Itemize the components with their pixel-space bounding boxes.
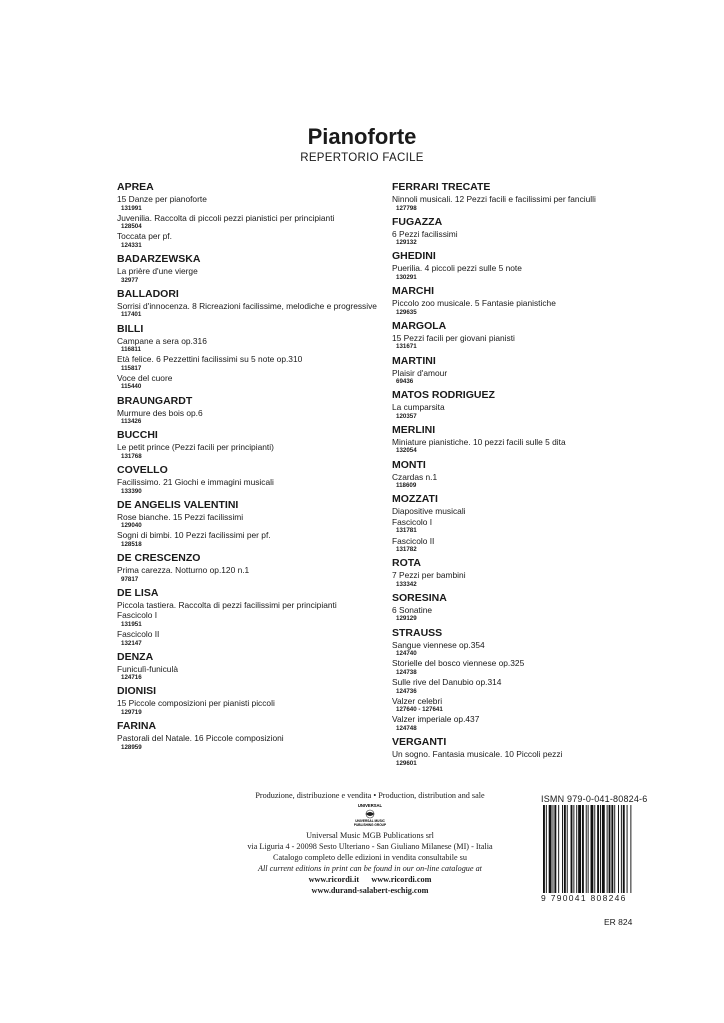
catalogue-code: 117401	[121, 311, 142, 319]
work-title: Fascicolo II	[117, 629, 160, 640]
catalogue-code: 128959	[121, 743, 142, 751]
composer-name: DE ANGELIS VALENTINI	[117, 498, 239, 511]
barcode-bar	[546, 805, 547, 893]
company-name: Universal Music MGB Publications srl	[306, 831, 434, 840]
work-title: 15 Danze per pianoforte	[117, 194, 207, 204]
work-title: Storielle del bosco viennese op.325	[392, 658, 525, 669]
catalogue-code: 129635	[396, 308, 417, 316]
composer-name: FERRARI TRECATE	[392, 181, 491, 193]
composer-name: MATOS RODRIGUEZ	[392, 389, 495, 402]
catalogue-code: 116811	[121, 346, 141, 354]
composer-name: MERLINI	[392, 423, 436, 436]
barcode-bar	[591, 805, 594, 893]
barcode-bar	[627, 805, 628, 893]
catalogue-code: 124331	[121, 241, 142, 249]
catalogue-column-left	[117, 180, 407, 755]
work-title: Piccola tastiera. Raccolta di pezzi facilissimi per principianti	[117, 599, 337, 610]
work-title: Campane a sera op.316	[117, 335, 207, 346]
barcode-bar	[582, 805, 584, 893]
composer-name: DE CRESCENZO	[117, 552, 201, 565]
catalogue-code: 129040	[121, 522, 142, 530]
catalogue-code: 131671	[396, 343, 417, 351]
catalogue-code: 32977	[121, 276, 139, 284]
catalogue-code: 69436	[396, 378, 414, 386]
composer-name: APREA	[117, 181, 154, 193]
barcode-bar	[602, 805, 605, 893]
barcode-bar	[564, 805, 566, 893]
barcode-bar	[543, 805, 545, 893]
barcode-icon	[541, 805, 661, 895]
composer-entry	[117, 181, 407, 250]
barcode-bar	[554, 805, 556, 893]
barcode-bar	[567, 805, 568, 893]
work-title: Plaisir d'amour	[392, 367, 448, 378]
work-title: Sogni di bimbi. 10 Pezzi facilissimi per pf.	[117, 530, 271, 541]
logo-bottom-text-2: PUBLISHING GROUP	[353, 823, 387, 827]
composer-name: MARGOLA	[392, 319, 447, 332]
composer-entry	[392, 250, 682, 282]
catalogue-code: 128504	[121, 223, 142, 231]
work-title: 6 Pezzi facilissimi	[392, 228, 458, 239]
catalogue-code: 124716	[121, 674, 142, 682]
composer-entry	[117, 499, 407, 549]
barcode-bar	[600, 805, 601, 893]
composer-name: DE LISA	[117, 586, 159, 599]
barcode-bar	[586, 805, 587, 893]
logo-top-text: UNIVERSAL	[357, 803, 383, 808]
work-title: Le petit prince (Pezzi facili per principianti)	[117, 442, 274, 453]
barcode-bar	[609, 805, 611, 893]
composer-entry	[392, 557, 682, 589]
barcode-bar	[588, 805, 589, 893]
work-title: 6 Sonatine	[392, 604, 433, 615]
logo-bottom-text-1: UNIVERSAL MUSIC	[355, 819, 385, 823]
catalogue-code: 97817	[121, 575, 139, 583]
page-subtitle: REPERTORIO FACILE	[300, 152, 424, 164]
barcode-digits: 9 790041 808246	[541, 893, 627, 903]
work-title: Voce del cuore	[117, 372, 173, 383]
web-link-ricordi-com[interactable]: www.ricordi.com	[371, 875, 432, 884]
catalogue-note-en: All current editions in print can be found in our on-line catalogue at	[258, 864, 482, 873]
composer-entry	[117, 651, 407, 683]
catalogue-code: 120357	[396, 412, 417, 420]
composer-name: STRAUSS	[392, 626, 443, 639]
barcode-bar	[549, 805, 552, 893]
composer-entry	[392, 592, 682, 624]
work-title: Pastorali del Natale. 16 Piccole composizioni	[117, 733, 284, 744]
composer-name: MARCHI	[392, 285, 434, 298]
work-title: Valzer celebri	[392, 695, 443, 706]
work-title: Sorrisi d'innocenza. 8 Ricreazioni facilissime, melodiche e progressive	[117, 300, 377, 311]
composer-entry	[392, 493, 682, 554]
catalogue-note-it: Catalogo completo delle edizioni in vendita consultabile su	[273, 853, 467, 862]
work-title: Fascicolo I	[392, 516, 433, 527]
composer-name: MONTI	[392, 458, 426, 471]
composer-entry	[392, 355, 682, 387]
work-title: La cumparsita	[392, 402, 445, 413]
work-title: Prima carezza. Notturno op.120 n.1	[117, 565, 250, 576]
catalogue-code: 129132	[396, 239, 417, 247]
universal-music-logo-icon	[340, 802, 400, 828]
catalogue-code: 128518	[121, 540, 142, 548]
barcode-bar	[571, 805, 573, 893]
work-title: Diapositive musicali	[392, 506, 466, 517]
composer-name: BUCCHI	[117, 429, 158, 442]
work-title: Piccolo zoo musicale. 5 Fantasie pianistiche	[392, 298, 556, 309]
barcode-bar	[573, 805, 574, 893]
web-links	[210, 874, 530, 885]
catalogue-code: 124738	[396, 668, 417, 676]
composer-entry	[392, 627, 682, 734]
work-title: Murmure des bois op.6	[117, 407, 203, 418]
composer-entry	[117, 429, 407, 461]
web-link-ricordi-it[interactable]: www.ricordi.it	[308, 875, 360, 884]
composer-entry	[392, 320, 682, 352]
catalogue-code: 124740	[396, 650, 417, 658]
composer-entry	[392, 216, 682, 248]
barcode-bar	[611, 805, 613, 893]
catalogue-code: 127798	[396, 204, 417, 212]
work-title: Ninnoli musicali. 12 Pezzi facili e facilissimi per fanciulli	[392, 194, 596, 204]
barcode-bar	[553, 805, 554, 893]
catalogue-code: 115817	[121, 364, 142, 372]
composer-name: SORESINA	[392, 591, 447, 604]
catalogue-code: 131781	[396, 527, 417, 535]
composer-name: MARTINI	[392, 354, 436, 367]
composer-entry	[392, 285, 682, 317]
composer-name: FARINA	[117, 720, 157, 733]
catalogue-code: 129719	[121, 708, 142, 716]
composer-name: COVELLO	[117, 464, 168, 477]
barcode-bar	[576, 805, 577, 893]
composer-name: GHEDINI	[392, 250, 436, 263]
composer-name: DENZA	[117, 650, 154, 663]
catalogue-code: 113426	[121, 418, 142, 426]
barcode-bar	[578, 805, 581, 893]
composer-name: VERGANTI	[392, 736, 447, 749]
composer-name: ROTA	[392, 557, 421, 570]
catalogue-code: 132147	[121, 639, 142, 647]
composer-entry	[117, 288, 407, 320]
barcode-bar	[594, 805, 595, 893]
catalogue-code: 131991	[121, 204, 142, 212]
work-title: Un sogno. Fantasia musicale. 10 Piccoli pezzi	[392, 749, 563, 760]
work-title: Puerilia. 4 piccoli pezzi sulle 5 note	[392, 263, 522, 274]
barcode-bar	[630, 805, 631, 893]
work-title: Rose bianche. 15 Pezzi facilissimi	[117, 511, 244, 522]
work-title: Sangue viennese op.354	[392, 639, 485, 650]
work-title: Facilissimo. 21 Giochi e immagini musicali	[117, 477, 274, 488]
composer-entry	[392, 181, 682, 213]
edition-code: ER 824	[604, 917, 633, 927]
work-title: La prière d'une vierge	[117, 266, 198, 277]
catalogue-code: 115440	[121, 383, 142, 391]
barcode-bar	[618, 805, 619, 893]
composer-entry	[392, 389, 682, 421]
work-title: 15 Pezzi facili per giovani pianisti	[392, 332, 515, 343]
composer-entry	[117, 552, 407, 584]
work-title: Czardas n.1	[392, 471, 438, 482]
work-title: Toccata per pf.	[117, 231, 172, 242]
work-title: Miniature pianistiche. 10 pezzi facili sulle 5 dita	[392, 436, 566, 447]
catalogue-code: 131951	[121, 620, 142, 628]
catalogue-code: 129129	[396, 615, 417, 623]
catalogue-code: 129601	[396, 759, 417, 767]
composer-entry	[392, 459, 682, 491]
catalogue-code: 124748	[396, 724, 417, 732]
catalogue-code: 131782	[396, 546, 417, 554]
catalogue-code: 130291	[396, 273, 417, 281]
work-title: Sulle rive del Danubio op.314	[392, 677, 502, 688]
composer-name: MOZZATI	[392, 493, 438, 506]
composer-entry	[392, 736, 682, 768]
ismn-label: ISMN 979-0-041-80824-6	[541, 794, 648, 804]
barcode-bar	[597, 805, 599, 893]
composer-name: DIONISI	[117, 685, 157, 698]
barcode-bar	[621, 805, 622, 893]
composer-name: BALLADORI	[117, 287, 179, 300]
work-title: Juvenilia. Raccolta di piccoli pezzi pianistici per principianti	[117, 212, 335, 223]
catalogue-code: 133342	[396, 580, 417, 588]
work-title: 15 Piccole composizioni per pianisti piccoli	[117, 698, 275, 709]
composer-name: BRAUNGARDT	[117, 394, 193, 407]
composer-entry	[117, 323, 407, 392]
catalogue-code: 133390	[121, 487, 142, 495]
web-link-durand[interactable]: www.durand-salabert-eschig.com	[311, 886, 429, 895]
work-title: Valzer imperiale op.437	[392, 714, 480, 725]
company-address: via Liguria 4 - 20098 Sesto Ulteriano - San Giuliano Milanese (MI) - Italia	[247, 842, 493, 851]
composer-name: FUGAZZA	[392, 215, 443, 228]
composer-entry	[117, 720, 407, 752]
catalogue-code: 127640 - 127641	[396, 706, 443, 714]
barcode-bar	[562, 805, 563, 893]
barcode-bar	[623, 805, 625, 893]
work-title: Fascicolo II	[392, 535, 435, 546]
catalogue-code: 118609	[396, 482, 417, 490]
publisher-footer	[210, 790, 530, 896]
work-title: 7 Pezzi per bambini	[392, 570, 466, 581]
barcode-bar	[607, 805, 608, 893]
composer-name: BADARZEWSKA	[117, 253, 201, 266]
barcode-bar	[614, 805, 615, 893]
composer-entry	[392, 424, 682, 456]
production-line: Produzione, distribuzione e vendita • Production, distribution and sale	[255, 791, 485, 800]
catalogue-code: 132054	[396, 447, 417, 455]
composer-entry	[117, 395, 407, 427]
composer-entry	[117, 253, 407, 285]
page-title: Pianoforte	[307, 124, 417, 149]
catalogue-code: 124736	[396, 687, 417, 695]
work-title: Fascicolo I	[117, 610, 158, 621]
catalogue-code: 131768	[121, 452, 142, 460]
barcode-bar	[558, 805, 559, 893]
composer-entry	[117, 464, 407, 496]
catalogue-column-right	[392, 180, 682, 771]
composer-entry	[117, 685, 407, 717]
work-title: Età felice. 6 Pezzettini facilissimi su 5 note op.310	[117, 354, 303, 365]
composer-entry	[117, 587, 407, 648]
work-title: Funiculì-funiculà	[117, 663, 178, 674]
composer-name: BILLI	[117, 322, 144, 335]
